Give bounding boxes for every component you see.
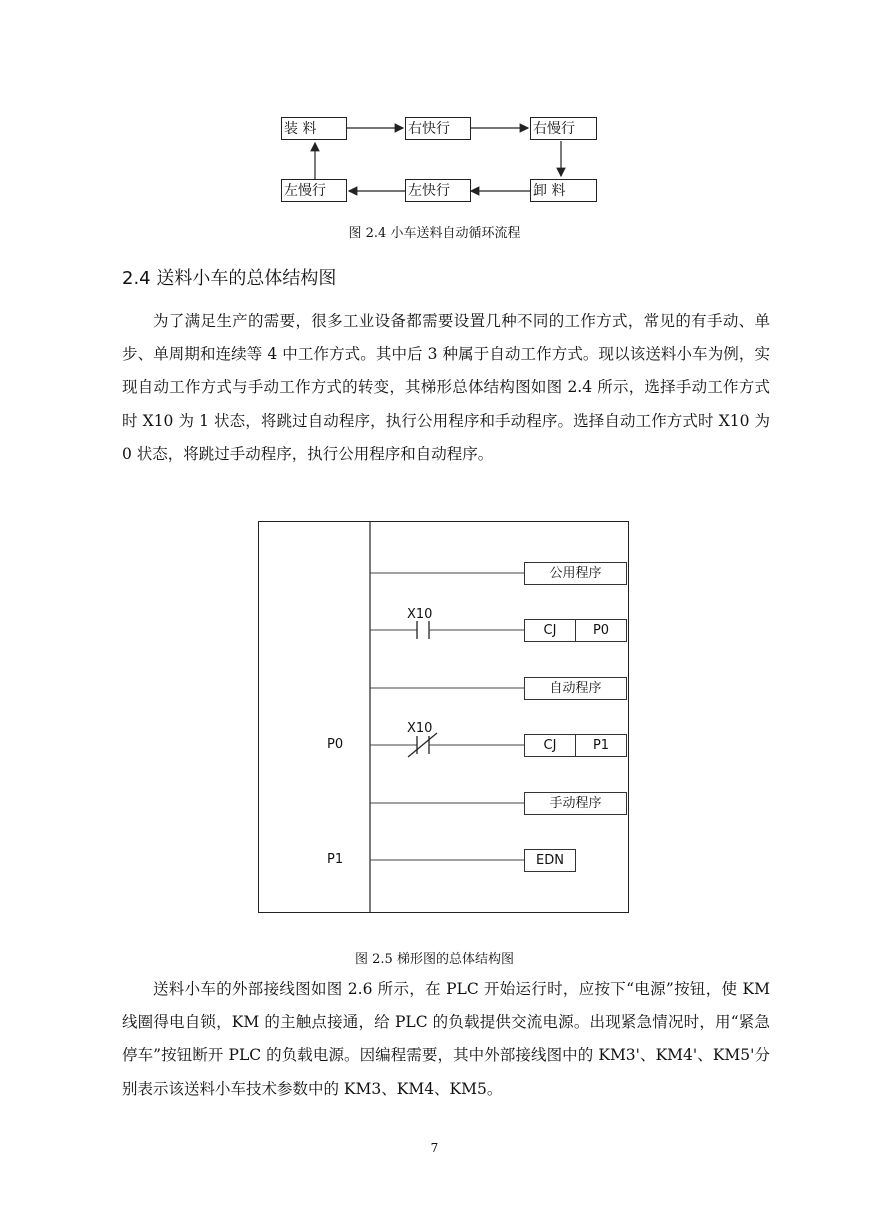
block-end: EDN [524,849,576,872]
flow-box-right-slow: 右慢行 [530,117,597,140]
paragraph-2 [122,973,770,1106]
block-manual-program: 手动程序 [524,792,627,815]
contact-label-x10-no: X10 [407,607,433,622]
block-common-program: 公用程序 [524,562,627,585]
page-number: 7 [430,1141,439,1155]
block-cj2: CJ [524,734,576,757]
block-cj1: CJ [524,619,576,642]
figure-2-5-caption: 图 2.5 梯形图的总体结构图 [355,952,514,967]
block-cj2-target: P1 [575,734,627,757]
flow-box-right-fast: 右快行 [405,117,471,140]
block-cj1-target: P0 [575,619,627,642]
paragraph-2-text: 送料小车的外部接线图如图 2.6 所示，在 PLC 开始运行时，应按下“电源”按钮，使 KM 线圈得电自锁，KM 的主触点接通，给 PLC 的负载提供交流电源。出现紧急情况时，用“紧急停车”按钮断开 PLC 的负载电源。因编程需要，其中外部接线图中的 KM3'、KM4'、KM5'分别表示该送料小车技术参数中的 KM3、KM4、KM5。 [122,980,770,1098]
section-heading: 2.4 送料小车的总体结构图 [122,268,337,289]
paragraph-1-text: 为了满足生产的需要，很多工业设备都需要设置几种不同的工作方式，常见的有手动、单步、单周期和连续等 4 中工作方式。其中后 3 种属于自动工作方式。现以该送料小车为例，实现自动工作方式与手动工作方式的转变，其梯形总体结构图如图 2.4 所示，选择手动工作方式时 X10 为 1 状态，将跳过自动程序，执行公用程序和手动程序。选择自动工作方式时 X10 为 0 状态，将跳过手动程序，执行公用程序和自动程序。 [122,312,770,463]
flow-box-unload: 卸 料 [530,179,597,202]
flow-box-load: 装 料 [281,117,347,140]
contact-label-x10-nc: X10 [407,721,433,736]
block-auto-program: 自动程序 [524,677,627,700]
flow-box-left-slow: 左慢行 [281,179,347,202]
figure-2-4-caption: 图 2.4 小车送料自动循环流程 [348,226,521,241]
flow-box-left-fast: 左快行 [405,179,471,202]
label-p0: P0 [327,737,344,752]
label-p1: P1 [327,852,344,867]
